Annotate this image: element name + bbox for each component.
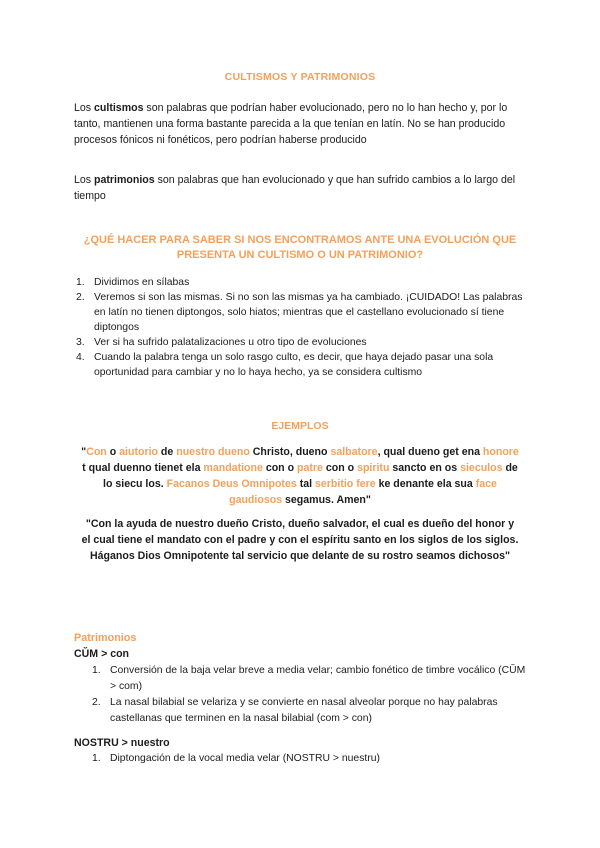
- quote-text: t qual duenno tienet ela: [82, 462, 204, 474]
- item-number: 2.: [76, 292, 85, 303]
- question-heading: ¿QUÉ HACER PARA SABER SI NOS ENCONTRAMOS ANTE UNA EVOLUCIÓN QUE PRESENTA UN CULTISMO O UN PATRIMONIO?: [83, 234, 517, 261]
- term-patrimonios: patrimonios: [94, 174, 155, 186]
- definition-cultismos: [74, 100, 530, 148]
- steps-list: [74, 275, 534, 380]
- item-number: 1.: [92, 665, 101, 676]
- page-title: CULTISMOS Y PATRIMONIOS: [224, 71, 376, 83]
- quote-text: ": [81, 446, 87, 458]
- highlighted-word: mandatione: [203, 462, 263, 474]
- definition-prefix: Los: [74, 102, 95, 114]
- quote-text: sancto en os: [389, 462, 461, 474]
- quote-text: con o: [322, 462, 358, 474]
- item-number: 1.: [92, 753, 101, 764]
- definition-prefix: Los: [74, 174, 95, 186]
- item-number: 1.: [76, 277, 85, 288]
- highlighted-word: Con: [86, 446, 107, 458]
- highlighted-word: face gaudiosos: [229, 478, 497, 506]
- item-text: La nasal bilabial se velariza y se convierte en nasal alveolar porque no hay palabras castellanas que terminen en la nasal bilabial (com > con): [110, 697, 498, 724]
- quote-text: de lo siecu los.: [103, 462, 518, 490]
- list-item: [92, 751, 532, 767]
- list-item: [74, 275, 534, 290]
- example-word-nostru: NOSTRU > nuestro: [74, 737, 170, 749]
- list-item: [92, 663, 532, 695]
- list-item: [74, 350, 534, 380]
- modern-quote: "Con la ayuda de nuestro dueño Cristo, dueño salvador, el cual es dueño del honor y el cual tiene el mandato con el padre y con el espíritu santo en los siglos de los siglos. Háganos Dios Omnipotente tal servicio que delante de su rostro seamos dichosos": [81, 518, 519, 562]
- highlighted-word: honore: [482, 446, 519, 458]
- item-text: Veremos si son las mismas. Si no son las mismas ya ha cambiado. ¡CUIDADO! Las palabras en latín no tienen diptongos, solo hiatos; mientras que el castellano evolucionado sí tiene diptongos: [94, 292, 523, 333]
- highlighted-word: aiutorio: [119, 446, 158, 458]
- list-item: [92, 695, 532, 727]
- definition-text: son palabras que podrían haber evolucionado, pero no lo han hecho y, por lo tanto, mantienen una forma bastante parecida a la que tenían en latín. No se han producido procesos fónicos ni fonéticos, pero podrían haberse producido: [74, 102, 508, 146]
- highlighted-word: nuestro dueno: [176, 446, 250, 458]
- definition-patrimonios: [74, 172, 530, 204]
- quote-text: , qual dueno get ena: [377, 446, 483, 458]
- list-item: [74, 335, 534, 350]
- cum-steps-list: [92, 663, 532, 727]
- item-text: Conversión de la baja velar breve a media velar; cambio fonético de timbre vocálico (CŬM > com): [110, 665, 526, 692]
- item-number: 4.: [76, 352, 85, 363]
- nostru-steps-list: [92, 751, 532, 767]
- item-text: Dividimos en sílabas: [94, 277, 190, 288]
- quote-text: Christo, dueno: [249, 446, 331, 458]
- highlighted-word: patre: [297, 462, 323, 474]
- quote-text: segamus. Amen": [282, 494, 371, 506]
- term-cultismos: cultismos: [94, 102, 144, 114]
- item-text: Cuando la palabra tenga un solo rasgo culto, es decir, que haya dejado pasar una sola oportunidad para cambiar y no lo haya hecho, ya se considera cultismo: [94, 352, 494, 378]
- highlighted-word: serbitio fere: [315, 478, 376, 490]
- item-number: 3.: [76, 337, 85, 348]
- patrimonios-title: Patrimonios: [74, 632, 137, 644]
- highlighted-word: sieculos: [460, 462, 503, 474]
- item-number: 2.: [92, 697, 101, 708]
- examples-title: EJEMPLOS: [271, 420, 329, 432]
- highlighted-word: salbatore: [330, 446, 378, 458]
- quote-text: ke denante ela sua: [375, 478, 476, 490]
- highlighted-word: Facanos Deus Omnipotes: [166, 478, 297, 490]
- quote-text: o: [106, 446, 120, 458]
- definition-text: son palabras que han evolucionado y que han sufrido cambios a lo largo del tiempo: [74, 174, 516, 202]
- latin-quote: [80, 444, 520, 508]
- highlighted-word: spiritu: [357, 462, 390, 474]
- quote-text: de: [157, 446, 177, 458]
- quote-text: con o: [262, 462, 298, 474]
- item-text: Diptongación de la vocal media velar (NOSTRU > nuestru): [110, 753, 380, 764]
- item-text: Ver si ha sufrido palatalizaciones u otro tipo de evoluciones: [94, 337, 367, 348]
- example-word-cum: CŬM > con: [74, 648, 130, 660]
- list-item: [74, 290, 534, 335]
- quote-text: tal: [296, 478, 315, 490]
